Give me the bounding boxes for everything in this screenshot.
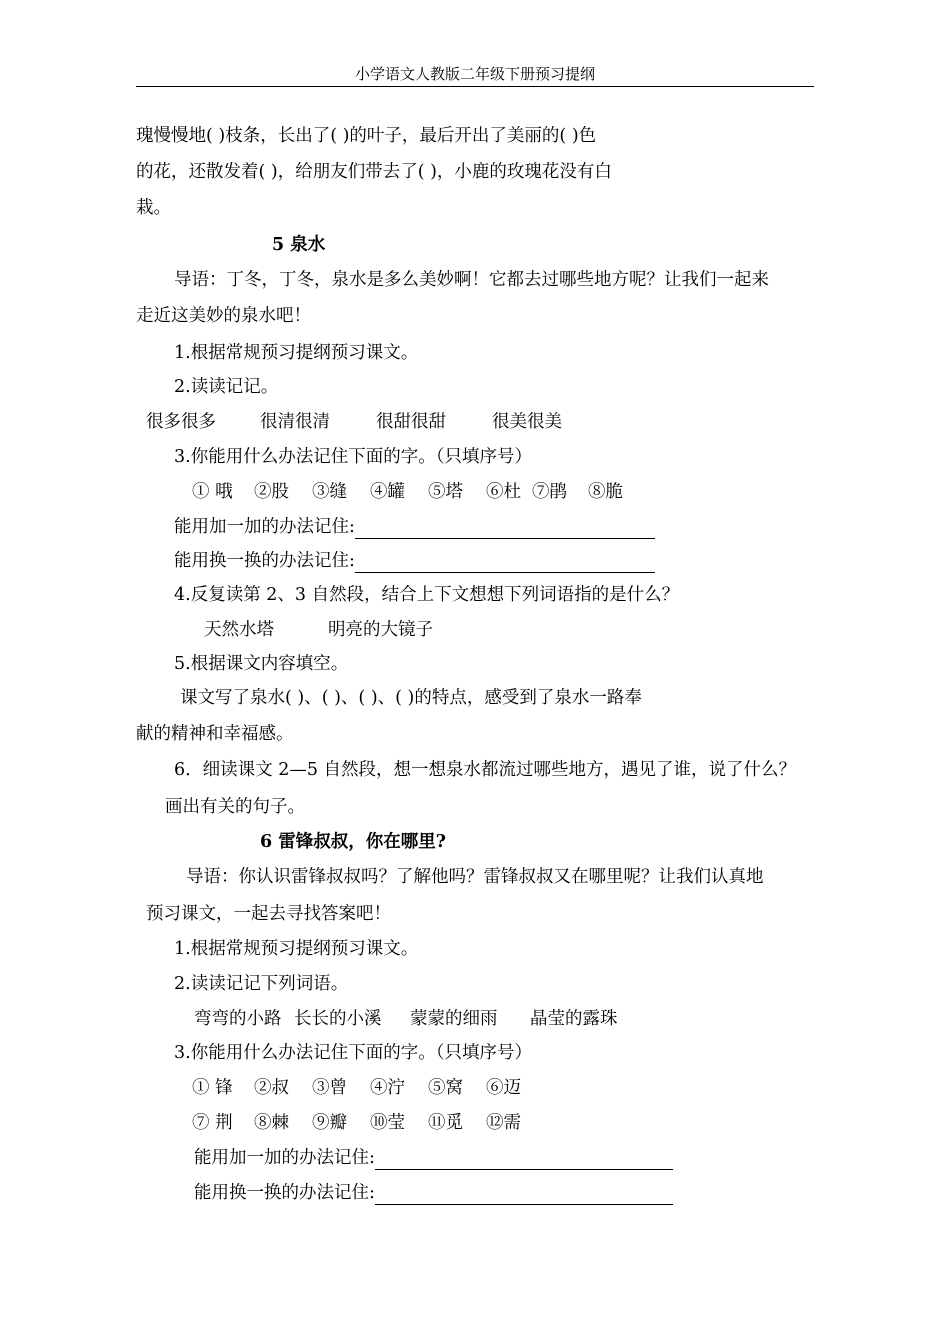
lesson5-q6: 6．细读课文 2—5 自然段，想一想泉水都流过哪些地方，遇见了谁，说了什么？ [174,760,797,780]
lesson5-word-1: 很多很多 [146,412,216,432]
lesson5-phrase-2: 明亮的大镜子 [328,620,433,640]
lesson6-word-1: 弯弯的小路 [194,1009,282,1029]
lesson5-q2: 2.读读记记。 [174,377,279,397]
lesson5-fill-2: 献的精神和幸福感。 [136,724,294,744]
lesson5-guide-2: 走近这美妙的泉水吧！ [136,306,311,326]
page-header: 小学语文人教版二年级下册预习提纲 [136,64,814,87]
lesson6-guide-1: 导语：你认识雷锋叔叔吗？了解他吗？雷锋叔叔又在哪里呢？让我们认真地 [186,867,764,887]
lesson6-add-label: 能用加一加的办法记住: [194,1148,375,1168]
lesson5-swap-label: 能用换一换的办法记住: [174,551,355,571]
lesson5-q6b: 画出有关的句子。 [165,797,305,817]
intro-line-1: 瑰慢慢地( )枝条，长出了( )的叶子，最后开出了美丽的( )色 [136,126,597,146]
lesson5-add-blank[interactable] [355,520,655,539]
lesson6-swap-row [194,1181,673,1205]
lesson6-char-11: ⑪觅 [428,1113,463,1133]
lesson5-char-6: ⑥杜 [486,482,521,502]
lesson6-char-12: ⑫需 [486,1113,521,1133]
lesson5-q1: 1.根据常规预习提纲预习课文。 [174,343,419,363]
lesson6-char-5: ⑤窝 [428,1078,463,1098]
lesson5-q4: 4.反复读第 2、3 自然段，结合上下文想想下列词语指的是什么？ [174,585,680,605]
lesson5-word-3: 很甜很甜 [376,412,446,432]
lesson6-char-2: ②叔 [254,1078,289,1098]
lesson6-char-6: ⑥迈 [486,1078,521,1098]
lesson6-word-3: 蒙蒙的细雨 [410,1009,498,1029]
lesson5-fill-1: 课文写了泉水( )、( )、( )、( )的特点，感受到了泉水一路奉 [180,688,642,708]
lesson5-char-8: ⑧脆 [588,482,623,502]
lesson6-q1: 1.根据常规预习提纲预习课文。 [174,939,419,959]
lesson6-q2: 2.读读记记下列词语。 [174,974,349,994]
lesson6-q3: 3.你能用什么办法记住下面的字。（只填序号） [174,1043,532,1063]
lesson6-char-1: ① 锋 [192,1078,233,1098]
lesson6-char-9: ⑨瓣 [312,1113,347,1133]
lesson5-char-2: ②股 [254,482,289,502]
lesson6-char-8: ⑧棘 [254,1113,289,1133]
lesson5-char-1: ① 哦 [192,482,233,502]
lesson6-title: 6 雷锋叔叔，你在哪里? [260,832,447,852]
lesson6-swap-label: 能用换一换的办法记住: [194,1183,375,1203]
lesson6-char-7: ⑦ 荆 [192,1113,233,1133]
lesson5-swap-row [174,549,655,573]
lesson5-phrase-1: 天然水塔 [204,620,274,640]
lesson5-char-3: ③缝 [312,482,347,502]
lesson5-add-row [174,515,655,539]
lesson6-add-row [194,1146,673,1170]
lesson6-add-blank[interactable] [375,1151,673,1170]
lesson5-char-5: ⑤塔 [428,482,463,502]
lesson6-word-2: 长长的小溪 [294,1009,382,1029]
lesson5-word-2: 很清很清 [260,412,330,432]
lesson5-title: 5 泉水 [272,235,326,255]
lesson5-word-4: 很美很美 [492,412,562,432]
lesson5-guide-1: 导语：丁冬，丁冬，泉水是多么美妙啊！它都去过哪些地方呢？让我们一起来 [174,270,769,290]
lesson6-word-4: 晶莹的露珠 [530,1009,618,1029]
lesson5-add-label: 能用加一加的办法记住: [174,517,355,537]
lesson5-q3: 3.你能用什么办法记住下面的字。（只填序号） [174,447,532,467]
lesson5-swap-blank[interactable] [355,554,655,573]
lesson5-char-4: ④罐 [370,482,405,502]
lesson5-q5: 5.根据课文内容填空。 [174,654,349,674]
lesson6-char-4: ④泞 [370,1078,405,1098]
lesson6-char-10: ⑩莹 [370,1113,405,1133]
lesson6-guide-2: 预习课文，一起去寻找答案吧！ [146,904,391,924]
intro-line-2: 的花，还散发着( )，给朋友们带去了( )，小鹿的玫瑰花没有白 [136,162,612,182]
lesson5-char-7: ⑦鹃 [532,482,567,502]
intro-line-3: 栽。 [136,198,171,218]
lesson6-swap-blank[interactable] [375,1186,673,1205]
lesson6-char-3: ③曾 [312,1078,347,1098]
